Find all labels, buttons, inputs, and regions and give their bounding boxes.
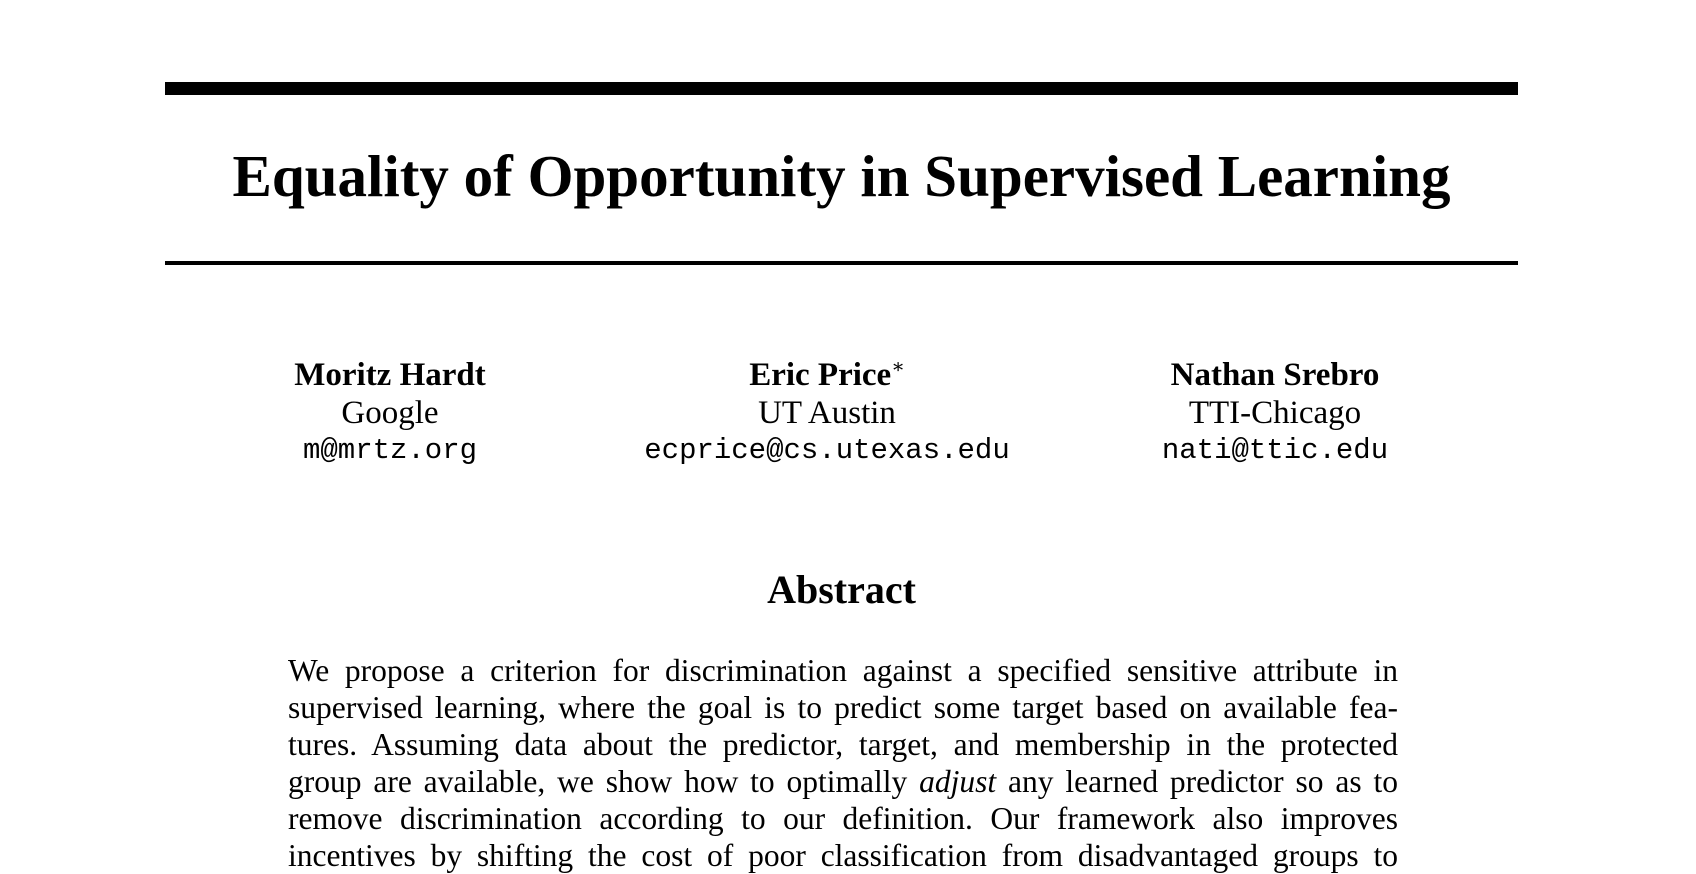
title-bottom-rule (165, 261, 1518, 265)
abstract-emphasis: adjust (919, 764, 997, 799)
paper-title: Equality of Opportunity in Supervised Learning (232, 143, 1451, 209)
author-affiliation: Google (341, 395, 439, 431)
author-name (1045, 356, 1505, 394)
abstract-line: remove discrimination according to our definition. Our framework also improves (288, 801, 1398, 836)
author-name (160, 356, 620, 394)
author-email: nati@ttic.edu (1161, 434, 1389, 467)
author-footnote-marker: ∗ (891, 356, 905, 378)
author-block (160, 356, 620, 470)
abstract-line-text: group are available, we show how to optimally (288, 764, 920, 799)
author-name-text: Nathan Srebro (1170, 357, 1380, 393)
author-affiliation: TTI-Chicago (1188, 395, 1362, 431)
author-name-text: Moritz Hardt (294, 357, 486, 393)
abstract-line: incentives by shifting the cost of poor classification from disadvantaged groups to (288, 838, 1398, 873)
author-name (597, 356, 1057, 394)
abstract-line (288, 763, 1398, 800)
author-block (597, 356, 1057, 470)
title-top-rule (165, 82, 1518, 95)
abstract-body (288, 652, 1398, 874)
author-email: ecprice@cs.utexas.edu (644, 434, 1010, 467)
abstract-line: tures. Assuming data about the predictor, target, and membership in the protected (288, 727, 1398, 762)
author-block (1045, 356, 1505, 470)
abstract-line: supervised learning, where the goal is to predict some target based on available fea- (288, 690, 1398, 725)
author-email: m@mrtz.org (302, 434, 478, 467)
abstract-line-text: any learned predictor so as to (996, 764, 1398, 799)
author-affiliation: UT Austin (758, 395, 896, 431)
abstract-heading: Abstract (767, 567, 916, 612)
author-name-text: Eric Price (749, 357, 892, 393)
abstract-line: We propose a criterion for discrimination against a specified sensitive attribute in (288, 653, 1398, 688)
